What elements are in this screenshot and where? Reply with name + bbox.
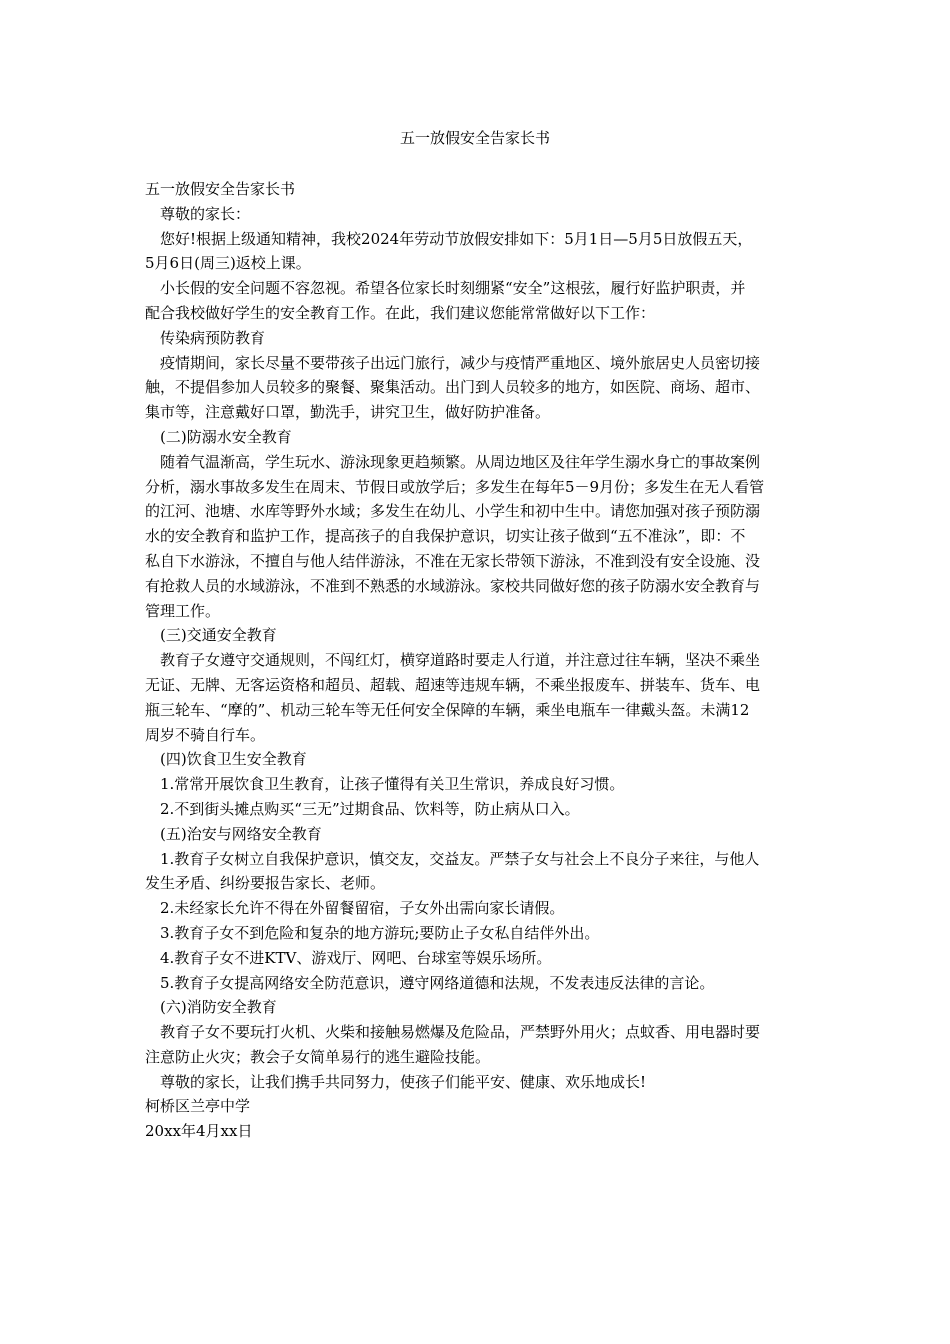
text-line: 触，不提倡参加人员较多的聚餐、聚集活动。出门到人员较多的地方，如医院、商场、超市、: [145, 378, 761, 397]
text-line: 尊敬的家长：: [160, 204, 251, 223]
text-line: 教育子女遵守交通规则，不闯红灯，横穿道路时要走人行道，并注意过往车辆，坚决不乘坐: [160, 651, 761, 670]
text-line: 教育子女不要玩打火机、火柴和接触易燃爆及危险品，严禁野外用火；点蚊香、用电器时要: [160, 1023, 761, 1042]
text-line: 3.教育子女不到危险和复杂的地方游玩;要防止子女私自结伴外出。: [160, 923, 600, 942]
text-line: 集市等，注意戴好口罩，勤洗手，讲究卫生，做好防护准备。: [145, 403, 551, 422]
text-line: (五)治安与网络安全教育: [160, 824, 322, 843]
text-line: 五一放假安全告家长书: [145, 180, 296, 198]
text-line: 1.教育子女树立自我保护意识，慎交友，交益友。严禁子女与社会上不良分子来往，与他人: [160, 849, 760, 868]
text-line: (二)防溺水安全教育: [160, 427, 292, 446]
document-body: [145, 177, 807, 1144]
text-line: (四)饮食卫生安全教育: [160, 750, 307, 769]
text-line: 有抢救人员的水域游泳，不准到不熟悉的水域游泳。家校共同做好您的孩子防溺水安全教育与: [145, 576, 761, 595]
text-line: 水的安全教育和监护工作，提高孩子的自我保护意识，切实让孩子做到“五不准泳”，即：不: [145, 527, 746, 546]
text-line: (三)交通安全教育: [160, 626, 277, 645]
text-line: 2.不到街头摊点购买“三无”过期食品、饮料等，防止病从口入。: [160, 799, 580, 818]
text-line: 无证、无牌、无客运资格和超员、超载、超速等违规车辆，不乘坐报废车、拼装车、货车、电: [145, 675, 761, 694]
text-line: 1.常常开展饮食卫生教育，让孩子懂得有关卫生常识，养成良好习惯。: [160, 775, 625, 794]
text-line: 发生矛盾、纠纷要报告家长、老师。: [145, 874, 386, 893]
text-line: 瓶三轮车、“摩的”、机动三轮车等无任何安全保障的车辆，乘坐电瓶车一律戴头盔。未满12: [145, 700, 750, 719]
text-line: 您好!根据上级通知精神，我校2024年劳动节放假安排如下：5月1日—5月5日放假五天，: [160, 229, 753, 248]
document-title: 五一放假安全告家长书: [399, 129, 550, 147]
text-line: 分析，溺水事故多发生在周末、节假日或放学后；多发生在每年5－9月份；多发生在无人看管: [145, 477, 765, 496]
text-line: (六)消防安全教育: [160, 998, 277, 1017]
text-line: 配合我校做好学生的安全教育工作。在此，我们建议您能常常做好以下工作：: [145, 303, 656, 322]
text-line: 5月6日(周三)返校上课。: [145, 254, 311, 273]
text-line: 的江河、池塘、水库等野外水域；多发生在幼儿、小学生和初中生中。请您加强对孩子预防溺: [145, 502, 761, 521]
text-line: 2.未经家长允许不得在外留餐留宿，子女外出需向家长请假。: [160, 899, 565, 918]
text-line: 5.教育子女提高网络安全防范意识，遵守网络道德和法规，不发表违反法律的言论。: [160, 973, 715, 992]
text-line: 4.教育子女不进KTV、游戏厅、网吧、台球室等娱乐场所。: [160, 948, 552, 967]
text-line: 小长假的安全问题不容忽视。希望各位家长时刻绷紧“安全”这根弦，履行好监护职责，并: [160, 279, 746, 298]
text-line: 随着气温渐高，学生玩水、游泳现象更趋频繁。从周边地区及往年学生溺水身亡的事故案例: [160, 452, 761, 471]
text-line: 疫情期间，家长尽量不要带孩子出远门旅行，减少与疫情严重地区、境外旅居史人员密切接: [160, 353, 761, 372]
text-line: 私自下水游泳，不擅自与他人结伴游泳，不准在无家长带领下游泳，不准到没有安全设施、没: [145, 551, 761, 570]
text-line: 周岁不骑自行车。: [145, 725, 266, 744]
text-line: 20xx年4月xx日: [145, 1122, 253, 1141]
text-line: 传染病预防教育: [160, 328, 266, 347]
text-line: 注意防止火灾；教会子女简单易行的逃生避险技能。: [145, 1047, 491, 1066]
text-line: 尊敬的家长，让我们携手共同努力，使孩子们能平安、健康、欢乐地成长!: [160, 1072, 647, 1091]
text-line: 柯桥区兰亭中学: [145, 1097, 251, 1116]
text-line: 管理工作。: [145, 601, 221, 620]
